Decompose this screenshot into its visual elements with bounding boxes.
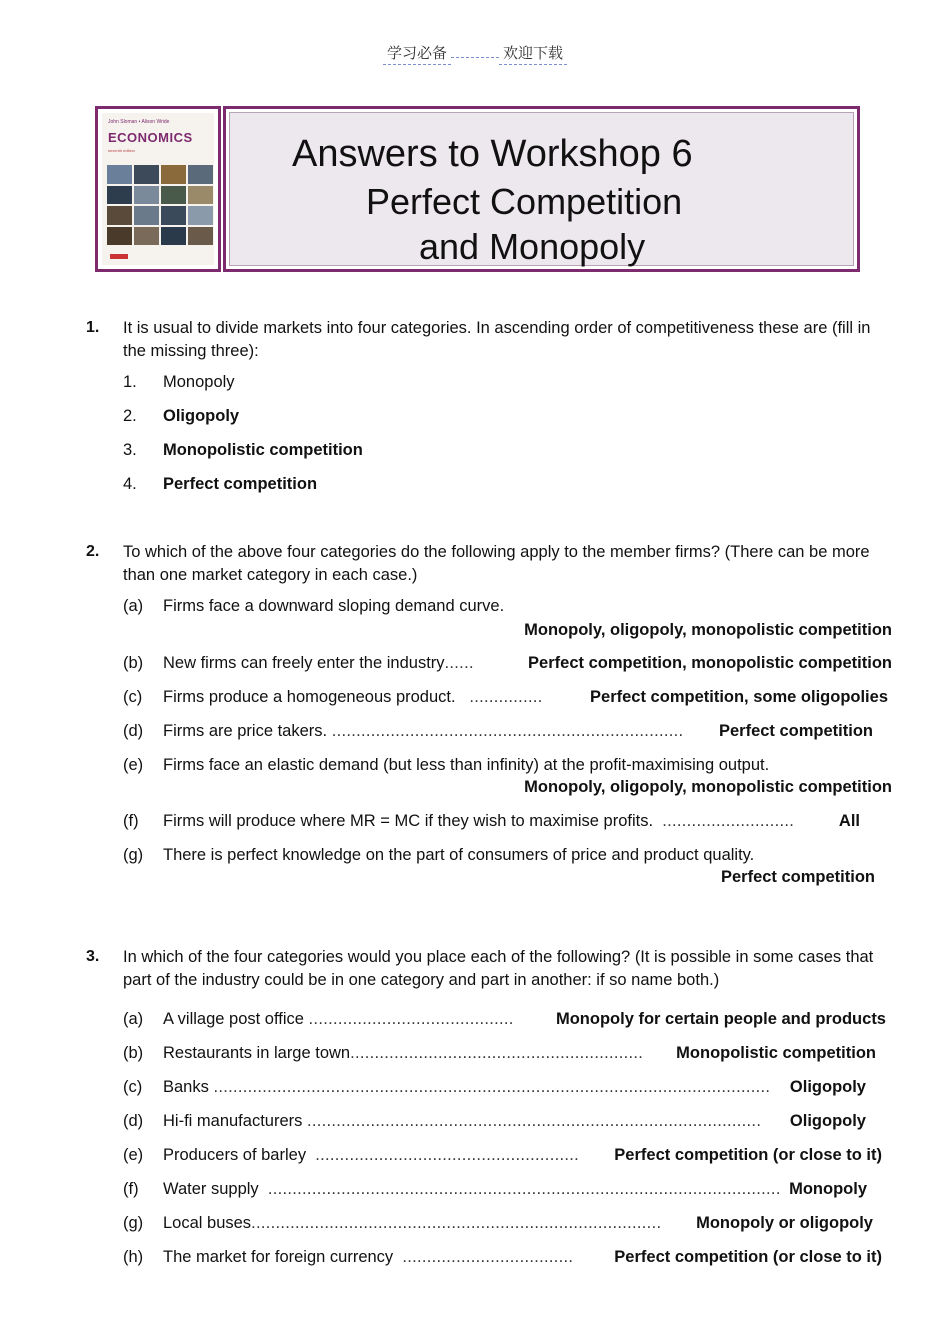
q2-item-label: (d) (123, 722, 144, 740)
q3-item-answer: Monopoly (789, 1180, 867, 1198)
q2-item-text: Firms will produce where MR = MC if they wish to maximise profits. ........................... (163, 812, 795, 830)
q2-item-label: (a) (123, 597, 144, 615)
title-line-3: and Monopoly (419, 226, 646, 267)
q3-item-text: Hi-fi manufacturers ............................................................................................. (163, 1112, 762, 1130)
title-line-2: Perfect Competition (366, 181, 683, 222)
q2-item-answer: Perfect competition (718, 722, 873, 740)
q3-item-label: (a) (123, 1010, 144, 1028)
q1-item-number: 1. (123, 373, 137, 391)
q3-item-label: (h) (123, 1248, 144, 1266)
q1-item-number: 4. (123, 475, 137, 493)
q2-item-answer: Perfect competition (720, 868, 875, 886)
q3-item-label: (c) (123, 1078, 143, 1096)
q1-item-answer: Perfect competition (163, 475, 318, 493)
q2-item-answer: Monopoly, oligopoly, monopolistic competition (524, 778, 892, 796)
cover-title: ECONOMICS (108, 130, 193, 145)
q1-item-number: 2. (123, 407, 137, 425)
q3-item-text: Producers of barley ...................................................... (163, 1146, 579, 1164)
q3-item-answer: Perfect competition (or close to it) (614, 1248, 882, 1266)
cover-photo-grid (107, 165, 213, 245)
page-header (0, 42, 950, 63)
q3-item-text: A village post office .......................................... (163, 1010, 514, 1028)
header-right: 欢迎下载 (499, 44, 567, 65)
q3-item-text: Banks .................................................................................................................. (163, 1078, 771, 1096)
q3-item-answer: Monopolistic competition (676, 1044, 876, 1062)
q2-item-label: (c) (123, 688, 143, 706)
publisher-logo (110, 254, 128, 259)
q2-item-text: Firms face a downward sloping demand curve. (163, 597, 505, 615)
q3-item-answer: Monopoly or oligopoly (696, 1214, 873, 1232)
question-3-number: 3. (86, 948, 100, 965)
q2-item-answer: Perfect competition, monopolistic competition (528, 654, 892, 672)
question-2-text: To which of the above four categories do the following apply to the member firms? (There can be more than one market category in each case.) (123, 543, 870, 584)
q3-item-answer: Oligopoly (789, 1112, 866, 1130)
q3-item-answer: Perfect competition (or close to it) (614, 1146, 882, 1164)
question-2-number: 2. (86, 543, 100, 560)
q2-item-text: Firms produce a homogeneous product. ............... (163, 688, 543, 706)
q3-item-text: Water supply ......................................................................................................... (163, 1180, 781, 1198)
q2-item-label: (f) (123, 812, 139, 830)
cover-edition: seventh edition (108, 148, 135, 153)
book-cover-image (95, 106, 221, 272)
question-1-text: It is usual to divide markets into four categories. In ascending order of competitiveness these are (fill in the missing three): (123, 319, 871, 360)
q1-item-text: Monopoly (163, 373, 235, 391)
q3-item-label: (b) (123, 1044, 144, 1062)
q3-item-label: (e) (123, 1146, 144, 1164)
q3-item-text: Local buses.................................................................................... (163, 1214, 662, 1232)
q3-item-label: (g) (123, 1214, 144, 1232)
q3-item-label: (d) (123, 1112, 144, 1130)
question-1-number: 1. (86, 319, 100, 336)
q3-item-text: The market for foreign currency ................................... (163, 1248, 574, 1266)
q2-item-text: New firms can freely enter the industry...... (163, 654, 474, 672)
title-line-1: Answers to Workshop 6 (292, 133, 693, 175)
q2-item-answer: All (838, 812, 860, 830)
cover-authors: John Sloman • Alison Wride (108, 119, 170, 125)
q1-item-answer: Oligopoly (163, 407, 240, 425)
q3-item-text: Restaurants in large town............................................................ (163, 1044, 644, 1062)
q2-item-text: Firms face an elastic demand (but less than infinity) at the profit-maximising output. (163, 756, 770, 774)
q2-item-label: (g) (123, 846, 144, 864)
q1-item-number: 3. (123, 441, 137, 459)
q2-item-label: (b) (123, 654, 144, 672)
title-banner (95, 106, 860, 272)
q2-item-answer: Perfect competition, some oligopolies (590, 688, 888, 706)
q2-item-text: There is perfect knowledge on the part of consumers of price and product quality. (163, 846, 755, 864)
q2-item-text: Firms are price takers. ........................................................................ (163, 722, 684, 740)
q3-item-answer: Oligopoly (789, 1078, 866, 1096)
q2-item-answer: Monopoly, oligopoly, monopolistic competition (524, 621, 892, 639)
title-box (223, 106, 860, 272)
q2-item-label: (e) (123, 756, 144, 774)
q3-item-answer: Monopoly for certain people and products (555, 1010, 886, 1028)
q1-item-answer: Monopolistic competition (163, 441, 363, 459)
q3-item-label: (f) (123, 1180, 139, 1198)
header-left: 学习必备 (383, 44, 451, 65)
question-3-text: In which of the four categories would you place each of the following? (It is possible in some cases that part of the industry could be in one category and part in another: if so name both.) (123, 948, 874, 989)
